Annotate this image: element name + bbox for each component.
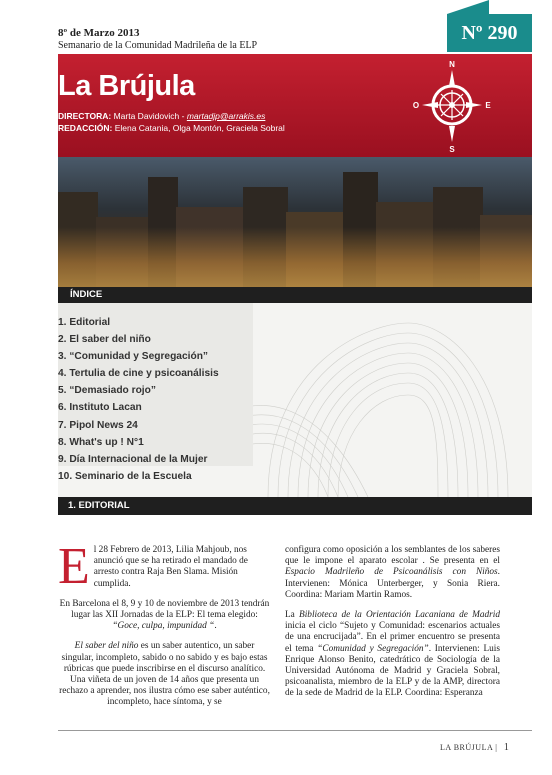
index-list-panel: [58, 303, 253, 482]
paragraph-text: es un saber autentico, un saber singular, incompleto, sabido o no sabido y es bajo estas rúbricas que puede inscribirse en el discurso analítico. Una viñeta de un joven de 14 años que presenta un rechazo a aprender, nos ilustra cómo ese saber auténtico, incompleto, hace síntoma, y se: [59, 641, 270, 708]
index-item[interactable]: 1. Editorial: [58, 317, 111, 328]
paragraph: [58, 599, 271, 633]
index-item[interactable]: 8. What's up ! N°1: [58, 436, 144, 448]
index-item[interactable]: 3. “Comunidad y Segregación”: [58, 351, 209, 363]
article-column-left: [58, 538, 271, 718]
compass-north-label: N: [449, 60, 455, 69]
paragraph: [285, 610, 500, 700]
index-heading: ÍNDICE: [70, 289, 103, 300]
directora-name: Marta Davidovich -: [113, 111, 185, 121]
emphasis-text: Espacio Madrileño de Psicoanálisis con Niños: [285, 567, 498, 578]
paragraph-text: La: [285, 610, 300, 621]
issue-tab-corner: [447, 0, 489, 14]
editorial-heading-bar: [58, 497, 532, 515]
index-section: [58, 303, 532, 497]
redaccion-label: REDACCIÓN:: [58, 123, 113, 133]
paragraph-text: En Barcelona el 8, 9 y 10 de noviembre de 2013 tendrán lugar las XII Jornadas de la ELP: El tema elegido:: [59, 598, 270, 621]
paragraph-text: inicia el ciclo “Sujeto y Comunidad: escenarios actuales de una encrucijada”. En el primer encuentro se presenta el tema: [285, 621, 500, 654]
issue-date: 8º de Marzo 2013: [58, 27, 140, 39]
directora-line: [58, 111, 265, 121]
footer-separator: |: [495, 743, 498, 752]
masthead-banner: [58, 54, 532, 157]
footer-rule: [58, 730, 532, 731]
emphasis-text: Biblioteca de la Orientación Lacaniana de Madrid: [299, 610, 500, 621]
paragraph-text: l 28 Febrero de 2013, Lilia Mahjoub, nos anunció que se ha retirado el mandado de arresto contra Raja Ben Slama. Misión cumplida.: [93, 545, 248, 589]
index-item[interactable]: 7. Pipol News 24: [58, 419, 138, 431]
index-item[interactable]: 6. Instituto Lacan: [58, 402, 142, 414]
redaccion-line: [58, 123, 285, 133]
index-item[interactable]: 9. Día Internacional de la Mujer: [58, 453, 208, 465]
decorative-arches-graphic: [208, 303, 532, 497]
page-number: 1: [503, 742, 510, 753]
footer-publication-name: LA BRÚJULA: [440, 743, 493, 752]
city-night-photo: [58, 157, 532, 287]
paragraph-text: .: [214, 621, 217, 632]
emphasis-text: “Comunidad y Segregación”: [317, 643, 429, 654]
paragraph-text: . Intervienen: Luis Enrique Alonso Benito, catedrático de Sociología de la Universidad Autónoma de Madrid y Graciela Sobral, psicoanalista, miembro de la ELP y de la AMP, directora de la sede de Madrid de la ELP. Coordina: Esperanza: [285, 643, 500, 699]
compass-west-label: O: [413, 101, 420, 110]
index-item[interactable]: 10. Seminario de la Escuela: [58, 470, 192, 482]
index-item[interactable]: 4. Tertulia de cine y psicoanálisis: [58, 368, 219, 380]
compass-icon: [413, 58, 491, 154]
masthead-title: La Brújula: [58, 70, 195, 102]
paragraph: [285, 545, 500, 601]
compass-south-label: S: [449, 145, 455, 154]
paragraph-text: configura como oposición a los semblantes de los saberes que le impone el aparato escolar . Se presenta en el: [285, 545, 500, 567]
paragraph: [58, 538, 271, 595]
paragraph: [58, 641, 271, 708]
emphasis-text: “Goce, culpa, impunidad “: [112, 621, 215, 632]
redaccion-names: Elena Catania, Olga Montón, Graciela Sobral: [114, 123, 285, 133]
article-column-right: [285, 545, 500, 709]
directora-email-link[interactable]: martadjp@arrakis.es: [186, 111, 266, 121]
compass-east-label: E: [485, 101, 491, 110]
index-item[interactable]: 2. El saber del niño: [58, 334, 151, 346]
page-footer: [440, 742, 509, 753]
emphasis-text: El saber del niño: [74, 641, 139, 652]
drop-cap: E: [58, 538, 90, 595]
paragraph-text: . Intervienen: Mónica Unterberger, y Sonia Riera. Coordina: Mariam Martin Ramos.: [285, 567, 500, 600]
editorial-heading: 1. EDITORIAL: [68, 500, 130, 511]
publication-subtitle: Semanario de la Comunidad Madrileña de la ELP: [58, 40, 258, 51]
index-list: [58, 317, 219, 488]
index-item[interactable]: 5. “Demasiado rojo”: [58, 385, 156, 397]
index-heading-bar: [58, 287, 532, 303]
issue-number: Nº 290: [447, 14, 532, 52]
directora-label: DIRECTORA:: [58, 111, 112, 121]
